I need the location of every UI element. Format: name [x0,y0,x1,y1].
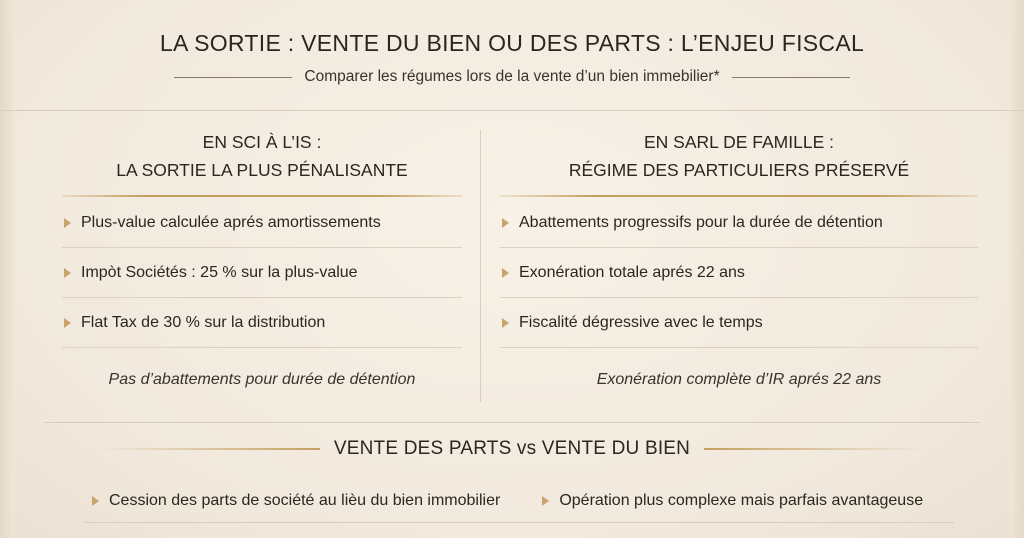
triangle-bullet-icon [502,268,509,278]
list-item [500,298,978,348]
section-divider [44,422,980,423]
sarl-famille-column [500,128,978,389]
list-item-text: Flat Tax de 30 % sur la distribution [81,313,326,331]
triangle-bullet-icon [502,318,509,328]
list-item [500,248,978,298]
sci-is-column [62,128,462,389]
page-title: LA SORTIE : VENTE DU BIEN OU DES PARTS : L’ENJEU FISCAL [159,30,865,56]
subtitle-row [0,68,1024,86]
column-divider [480,130,481,402]
sci-is-heading-line2: LA SORTIE LA PLUS PÉNALISANTE [116,160,408,180]
triangle-bullet-icon [64,318,71,328]
subtitle-rule-right [732,77,850,78]
subtitle-rule-left [174,77,292,78]
sci-is-heading [62,128,462,184]
comparison-heading-row [0,438,1024,460]
comparison-list [90,486,950,516]
comparison-rule-right [704,448,924,450]
sarl-famille-heading-line1: EN SARL DE FAMILLE : [644,132,834,152]
sarl-famille-heading-line2: RÉGIME DES PARTICULIERS PRÉSERVÉ [568,160,910,180]
triangle-bullet-icon [542,496,549,506]
sarl-famille-heading [500,128,978,184]
header-divider [0,110,1024,111]
triangle-bullet-icon [92,496,99,506]
comparison-rule-left [100,448,320,450]
list-item [90,486,500,516]
triangle-bullet-icon [64,218,71,228]
list-item-text: Exonération totale aprés 22 ans [519,263,745,281]
sarl-famille-note: Exonération complète d’IR aprés 22 ans [596,371,882,388]
list-item [62,198,462,248]
list-item [540,486,923,516]
sci-is-list [62,198,462,348]
list-item [500,198,978,248]
sarl-famille-list [500,198,978,348]
sci-is-heading-rule [62,195,462,197]
sci-is-note: Pas d’abattements pour durée de détention [108,371,416,388]
list-item [62,248,462,298]
triangle-bullet-icon [64,268,71,278]
list-item-text: Impòt Sociétés : 25 % sur la plus-value [81,263,358,281]
list-item-text: Cession des parts de société au lièu du bien immobilier [109,492,501,509]
list-item [62,298,462,348]
list-item-text: Abattements progressifs pour la durée de détention [519,213,883,231]
comparison-heading: VENTE DES PARTS vs VENTE DU BIEN [333,438,691,459]
triangle-bullet-icon [502,218,509,228]
sci-is-heading-line1: EN SCI À L’IS : [202,132,322,152]
list-item-text: Plus-value calculée aprés amortissements [81,213,381,231]
page-subtitle: Comparer les régumes lors de la vente d’un bien immebilier* [304,68,720,85]
sarl-famille-heading-rule [500,195,978,197]
list-item-text: Fiscalité dégressive avec le temps [519,313,763,331]
bottom-divider [84,522,954,523]
list-item-text: Opération plus complexe mais parfais avantageuse [559,492,924,509]
